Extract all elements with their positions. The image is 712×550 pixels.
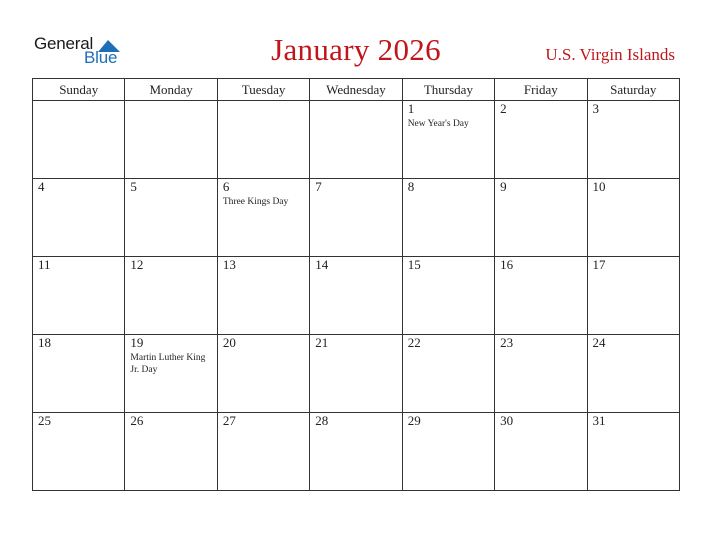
holiday-label: Three Kings Day bbox=[222, 197, 289, 207]
day-number: 13 bbox=[222, 257, 236, 272]
weekday-header: Tuesday bbox=[217, 79, 309, 101]
day-cell bbox=[125, 413, 217, 491]
weekday-header: Friday bbox=[495, 79, 587, 101]
day-cell bbox=[402, 413, 494, 491]
day-number: 24 bbox=[592, 335, 606, 350]
day-cell bbox=[125, 179, 217, 257]
weekday-header: Saturday bbox=[587, 79, 679, 101]
day-number: 1 bbox=[407, 101, 415, 116]
day-number: 23 bbox=[500, 335, 514, 350]
day-number: 5 bbox=[130, 179, 137, 194]
day-cell bbox=[495, 413, 587, 491]
calendar-title: January 2026 bbox=[271, 32, 441, 67]
day-cell bbox=[310, 257, 402, 335]
day-number: 29 bbox=[407, 413, 421, 428]
day-number: 16 bbox=[500, 257, 514, 272]
day-number: 22 bbox=[407, 335, 421, 350]
week-row bbox=[33, 413, 680, 491]
day-number: 4 bbox=[38, 179, 45, 194]
day-cell bbox=[402, 101, 494, 179]
week-row bbox=[33, 179, 680, 257]
day-number: 14 bbox=[315, 257, 329, 272]
day-number: 6 bbox=[222, 179, 230, 194]
day-number: 12 bbox=[130, 257, 144, 272]
day-number: 18 bbox=[38, 335, 51, 350]
day-number: 2 bbox=[500, 101, 507, 116]
day-cell bbox=[495, 101, 587, 179]
day-cell bbox=[495, 179, 587, 257]
day-cell bbox=[33, 101, 125, 179]
day-cell bbox=[402, 257, 494, 335]
day-number: 3 bbox=[592, 101, 600, 116]
weekday-header-row bbox=[33, 79, 680, 101]
weekday-header: Thursday bbox=[402, 79, 494, 101]
day-number: 20 bbox=[222, 335, 236, 350]
weekday-header: Wednesday bbox=[310, 79, 402, 101]
day-cell bbox=[587, 257, 679, 335]
weekday-header: Sunday bbox=[33, 79, 125, 101]
day-cell bbox=[125, 335, 217, 413]
day-cell bbox=[125, 257, 217, 335]
day-number: 25 bbox=[38, 413, 51, 428]
day-number: 31 bbox=[592, 413, 606, 428]
day-cell bbox=[33, 335, 125, 413]
day-number: 19 bbox=[130, 335, 144, 350]
day-number: 26 bbox=[130, 413, 144, 428]
day-cell bbox=[217, 101, 309, 179]
day-cell bbox=[310, 335, 402, 413]
day-cell bbox=[310, 413, 402, 491]
day-cell bbox=[402, 179, 494, 257]
day-number: 9 bbox=[500, 179, 507, 194]
day-number: 27 bbox=[222, 413, 236, 428]
day-cell bbox=[310, 179, 402, 257]
logo-word-general: General bbox=[34, 34, 94, 53]
day-cell bbox=[495, 335, 587, 413]
day-cell bbox=[125, 101, 217, 179]
day-number: 28 bbox=[315, 413, 329, 428]
day-cell bbox=[33, 179, 125, 257]
day-cell bbox=[217, 179, 309, 257]
day-cell bbox=[587, 179, 679, 257]
holiday-label: New Year's Day bbox=[407, 119, 469, 129]
day-cell bbox=[402, 335, 494, 413]
day-cell bbox=[587, 101, 679, 179]
calendar-grid bbox=[32, 78, 680, 491]
day-cell bbox=[587, 335, 679, 413]
weekday-header: Monday bbox=[125, 79, 217, 101]
week-row bbox=[33, 335, 680, 413]
day-cell bbox=[217, 257, 309, 335]
day-number: 10 bbox=[592, 179, 606, 194]
day-number: 7 bbox=[315, 179, 322, 194]
day-cell bbox=[217, 335, 309, 413]
day-number: 17 bbox=[592, 257, 606, 272]
day-cell bbox=[495, 257, 587, 335]
day-cell bbox=[217, 413, 309, 491]
day-number: 30 bbox=[500, 413, 514, 428]
day-number: 21 bbox=[315, 335, 329, 350]
day-cell bbox=[33, 413, 125, 491]
day-number: 8 bbox=[407, 179, 415, 194]
day-cell bbox=[33, 257, 125, 335]
holiday-label: Martin Luther King Jr. Day bbox=[130, 353, 206, 375]
week-row bbox=[33, 101, 680, 179]
country-name: U.S. Virgin Islands bbox=[545, 45, 675, 64]
day-number: 15 bbox=[407, 257, 421, 272]
logo-word-blue: Blue bbox=[84, 48, 118, 67]
day-cell bbox=[587, 413, 679, 491]
week-row bbox=[33, 257, 680, 335]
day-cell bbox=[310, 101, 402, 179]
day-number: 11 bbox=[38, 257, 51, 272]
